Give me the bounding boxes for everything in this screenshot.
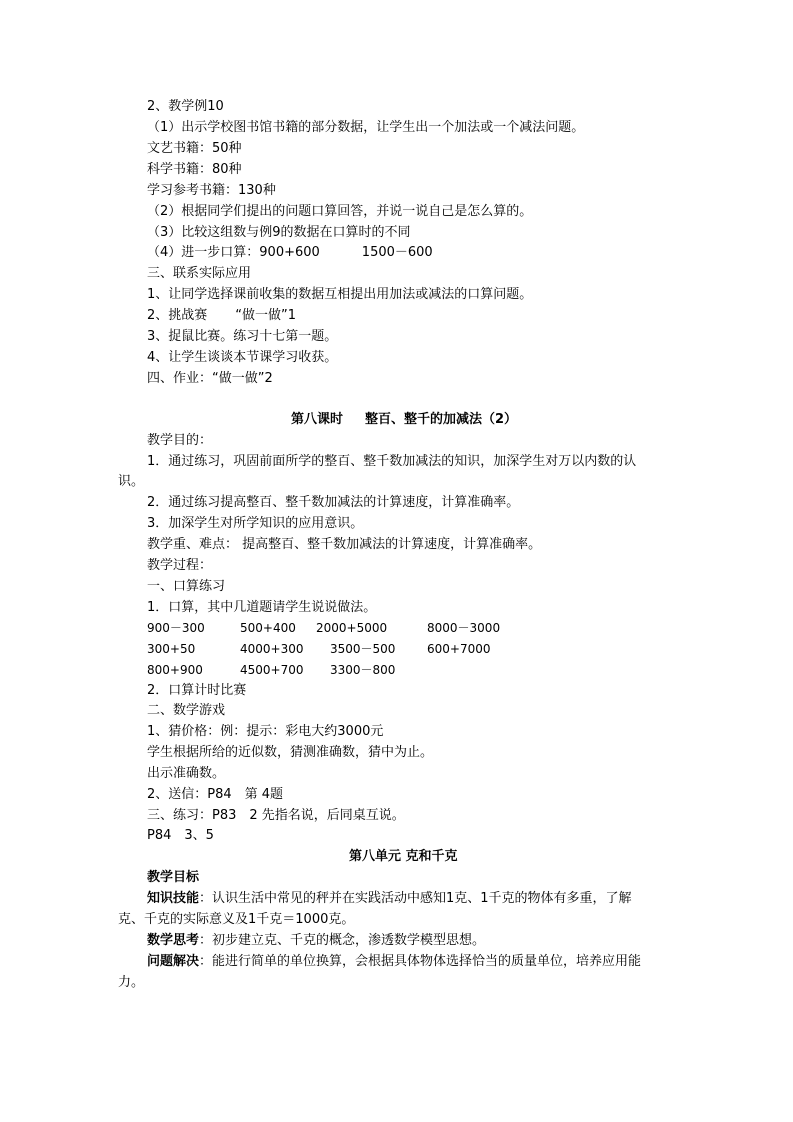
- text-line: 力。: [118, 975, 145, 990]
- goal-text: ：认识生活中常见的秤并在实践活动中感知1克、1千克的物体有多重，了解: [199, 891, 632, 906]
- section-heading: 三、练习：P83 2 先指名说，后同桌互说。: [147, 808, 405, 823]
- text-line: （3）比较这组数与例9的数据在口算时的不同: [147, 225, 411, 240]
- text-line: [147, 931, 485, 951]
- goal-label: 知识技能: [147, 891, 200, 906]
- arithmetic-item: 900－300: [147, 621, 205, 635]
- text-line: 2、教学例10: [147, 99, 224, 114]
- lesson-topic: 整百、整千的加减法（2）: [365, 412, 518, 427]
- text-line: 1、猜价格：例：提示：彩电大约3000元: [147, 724, 384, 739]
- text-fragment: “做一做”1: [235, 308, 297, 323]
- text-line: 2、送信：P84 第 4题: [147, 787, 284, 802]
- arithmetic-item: 3300－800: [330, 663, 396, 677]
- section-heading: 三、联系实际应用: [147, 266, 252, 281]
- text-line: 1、让同学选择课前收集的数据互相提出用加法或减法的口算问题。: [147, 287, 533, 302]
- arithmetic-item: 3500－500: [330, 642, 396, 656]
- section-heading: 四、作业：“做一做”2: [147, 371, 273, 386]
- text-line: 2．口算计时比赛: [147, 683, 247, 698]
- text-line: [147, 889, 632, 909]
- text-line: 识。: [118, 474, 145, 489]
- arithmetic-item: 600+7000: [427, 642, 491, 656]
- goal-text: ：初步建立克、千克的概念，渗透数学模型思想。: [199, 933, 486, 948]
- text-line: 3、捉鼠比赛。练习十七第一题。: [147, 329, 338, 344]
- text-line: 出示准确数。: [147, 766, 226, 781]
- text-line: 教学重、难点： 提高整百、整千数加减法的计算速度，计算准确率。: [147, 537, 542, 552]
- arithmetic-item: 4500+700: [240, 663, 304, 677]
- arithmetic-item: 300+50: [147, 642, 196, 656]
- text-line: 1．口算，其中几道题请学生说说做法。: [147, 600, 377, 615]
- text-line: 科学书籍：80种: [147, 162, 242, 177]
- section-heading: 一、口算练习: [147, 579, 226, 594]
- arithmetic-item: 8000－3000: [427, 621, 501, 635]
- text-line: 2．通过练习提高整百、整千数加减法的计算速度，计算准确率。: [147, 495, 520, 510]
- text-line: （2）根据同学们提出的问题口算回答，并说一说自己是怎么算的。: [147, 204, 533, 219]
- goal-text: ：能进行简单的单位换算，会根据具体物体选择恰当的质量单位，培养应用能: [199, 954, 642, 969]
- text-line: [147, 306, 296, 326]
- unit-title: 第八单元 克和千克: [349, 849, 458, 864]
- text-line: 教学过程：: [147, 558, 213, 573]
- text-fragment: 2、挑战赛: [147, 308, 208, 323]
- lesson-title: [291, 410, 517, 430]
- text-line: 教学目的：: [147, 433, 213, 448]
- goals-heading: 教学目标: [147, 870, 200, 885]
- arithmetic-item: 2000+5000: [316, 621, 388, 635]
- text-line: [147, 952, 641, 972]
- text-line: 学习参考书籍：130种: [147, 183, 276, 198]
- goal-label: 问题解决: [147, 954, 200, 969]
- arithmetic-item: 500+400: [240, 621, 296, 635]
- arithmetic-item: 4000+300: [240, 642, 304, 656]
- text-line: （1）出示学校图书馆书籍的部分数据，让学生出一个加法或一个减法问题。: [147, 120, 585, 135]
- text-line: 4、让学生谈谈本节课学习收获。: [147, 350, 338, 365]
- text-fragment: （4）进一步口算：900+600: [147, 245, 320, 260]
- arithmetic-item: 800+900: [147, 663, 203, 677]
- text-line: 3．加深学生对所学知识的应用意识。: [147, 516, 364, 531]
- text-line: P84 3、5: [147, 828, 214, 843]
- text-line: 学生根据所给的近似数，猜测准确数，猜中为止。: [147, 745, 434, 760]
- section-heading: 二、数学游戏: [147, 703, 226, 718]
- text-fragment: 1500－600: [361, 245, 433, 260]
- text-line: 1．通过练习，巩固前面所学的整百、整千数加减法的知识，加深学生对万以内数的认: [147, 454, 637, 469]
- text-line: [147, 243, 433, 263]
- text-line: 文艺书籍：50种: [147, 141, 242, 156]
- lesson-number: 第八课时: [291, 412, 344, 427]
- goal-label: 数学思考: [147, 933, 200, 948]
- text-line: 克、千克的实际意义及1千克＝1000克。: [118, 912, 355, 927]
